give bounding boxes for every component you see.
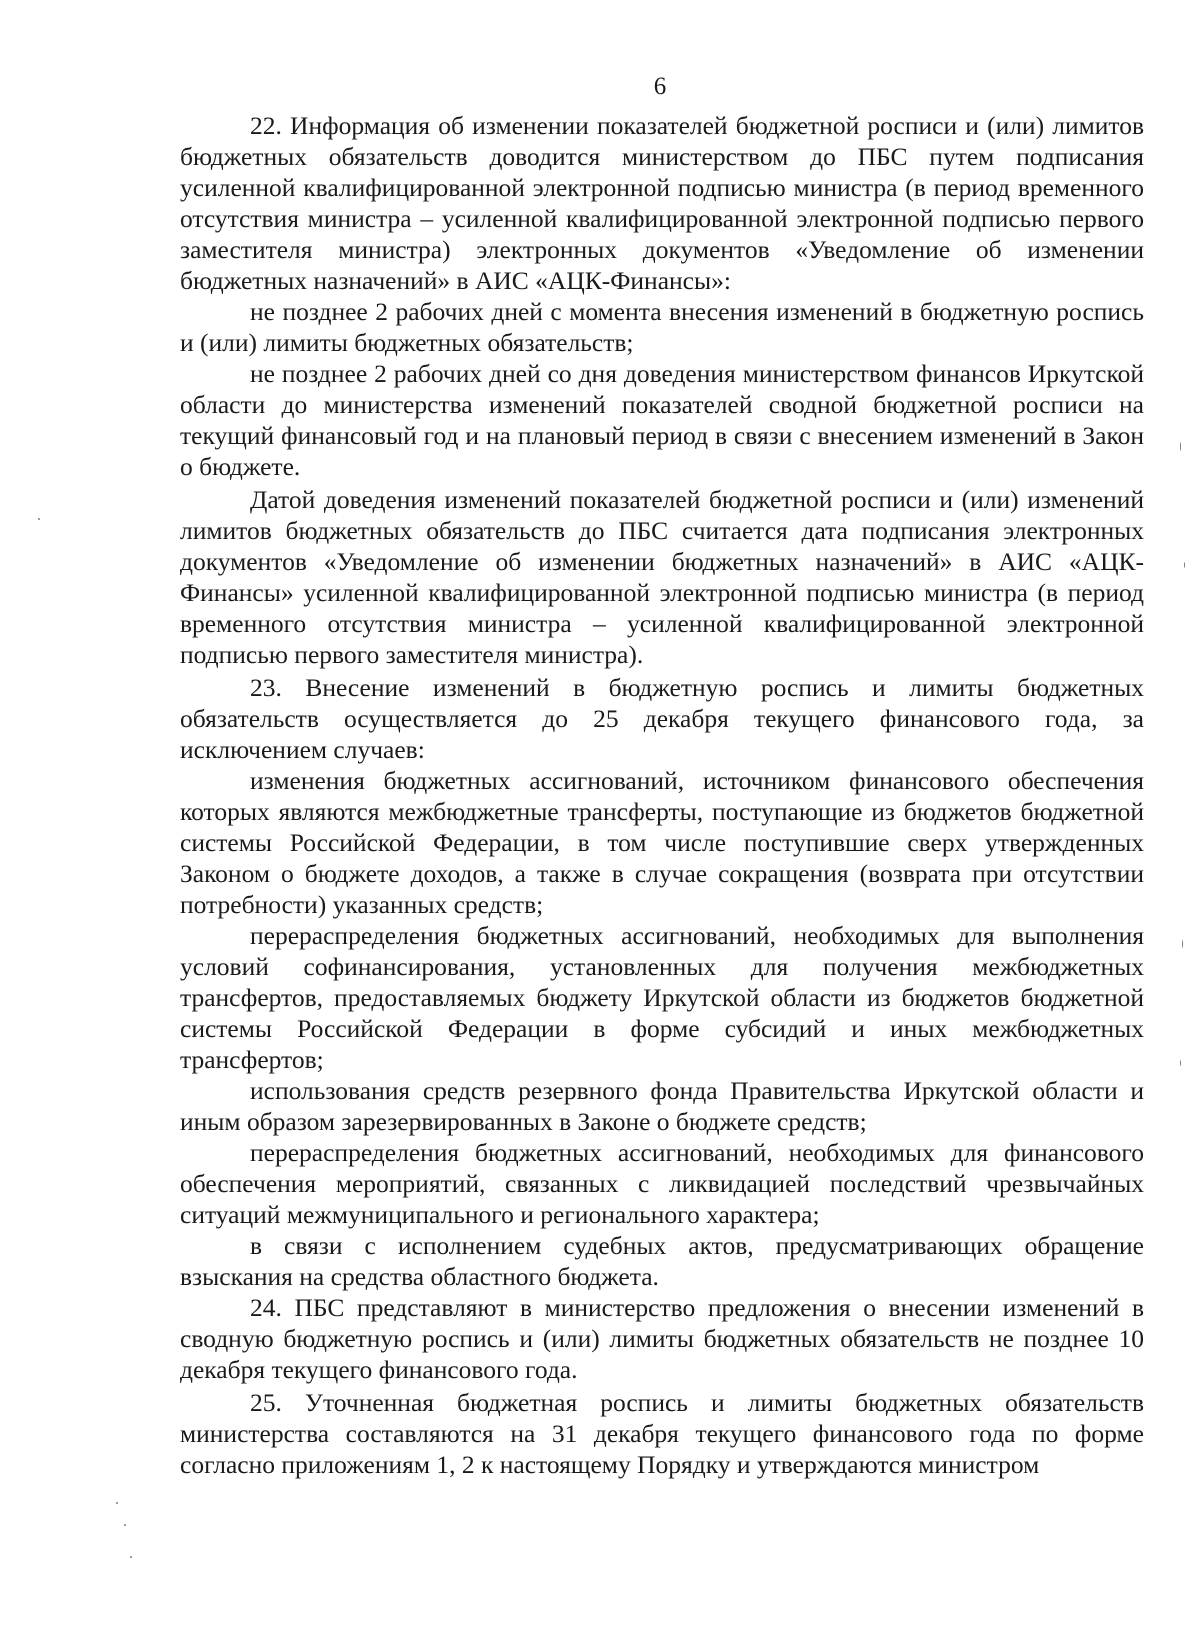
scan-speck [38,518,40,520]
scan-speck [1184,562,1185,568]
scan-speck [1180,1060,1181,1066]
scan-speck [130,1556,132,1558]
paragraph-23-case-3: использования средств резервного фонда Правительства Иркутской области и иным образом зарезервированных в Законе о бюджете средств; [180,1076,1144,1136]
paragraph-22: 22. Информация об изменении показателей бюджетной росписи и (или) лимитов бюджетных обязательств доводится министерством до ПБС путем подписания усиленной квалифицированной электронной подписью министра (в период временного отсутствия министра – усиленной квалифицированной электронной подписью первого заместителя министра) электронных документов «Уведомление об изменении бюджетных назначений» в АИС «АЦК-Финансы»: [180,111,1144,295]
paragraph-24: 24. ПБС представляют в министерство предложения о внесении изменений в сводную бюджетную роспись и (или) лимиты бюджетных обязательств не позднее 10 декабря текущего финансового года. [180,1293,1144,1384]
paragraph-23: 23. Внесение изменений в бюджетную роспись и лимиты бюджетных обязательств осуществляется до 25 декабря текущего финансового года, за исключением случаев: [180,673,1144,764]
paragraph-22-deadline-2: не позднее 2 рабочих дней со дня доведения министерством финансов Иркутской области до министерства изменений показателей сводной бюджетной росписи на текущий финансовый год и на плановый период в связи с внесением изменений в Закон о бюджете. [180,359,1144,481]
paragraph-23-case-4: перераспределения бюджетных ассигнований, необходимых для финансового обеспечения мероприятий, связанных с ликвидацией последствий чрезвычайных ситуаций межмуниципального и регионального характера; [180,1138,1144,1229]
document-body [180,110,1144,1480]
paragraph-23-case-1: изменения бюджетных ассигнований, источником финансового обеспечения которых являются межбюджетные трансферты, поступающие из бюджетов бюджетной системы Российской Федерации, в том числе поступившие сверх утвержденных Законом о бюджете доходов, а также в случае сокращения (возврата при отсутствии потребности) указанных средств; [180,766,1144,919]
paragraph-22-date-rule: Датой доведения изменений показателей бюджетной росписи и (или) изменений лимитов бюджетных обязательств до ПБС считается дата подписания электронных документов «Уведомление об изменении бюджетных назначений» в АИС «АЦК-Финансы» усиленной квалифицированной электронной подписью министра (в период временного отсутствия министра – усиленной квалифицированной электронной подписью первого заместителя министра). [180,485,1144,669]
paragraph-22-deadline-1: не позднее 2 рабочих дней с момента внесения изменений в бюджетную роспись и (или) лимиты бюджетных обязательств; [180,297,1144,357]
paragraph-23-case-2: перераспределения бюджетных ассигнований, необходимых для выполнения условий софинансирования, установленных для получения межбюджетных трансфертов, предоставляемых бюджету Иркутской области из бюджетов бюджетной системы Российской Федерации в форме субсидий и иных межбюджетных трансфертов; [180,921,1144,1074]
scan-speck [1180,442,1181,451]
page-number: 6 [653,73,667,100]
scan-speck [124,1524,126,1526]
scan-speck [1182,940,1183,948]
paragraph-25: 25. Уточненная бюджетная роспись и лимиты бюджетных обязательств министерства составляются на 31 декабря текущего финансового года по форме согласно приложениям 1, 2 к настоящему Порядку и утверждаются министром [180,1388,1144,1479]
paragraph-23-case-5: в связи с исполнением судебных актов, предусматривающих обращение взыскания на средства областного бюджета. [180,1231,1144,1291]
scan-speck [116,1502,118,1504]
